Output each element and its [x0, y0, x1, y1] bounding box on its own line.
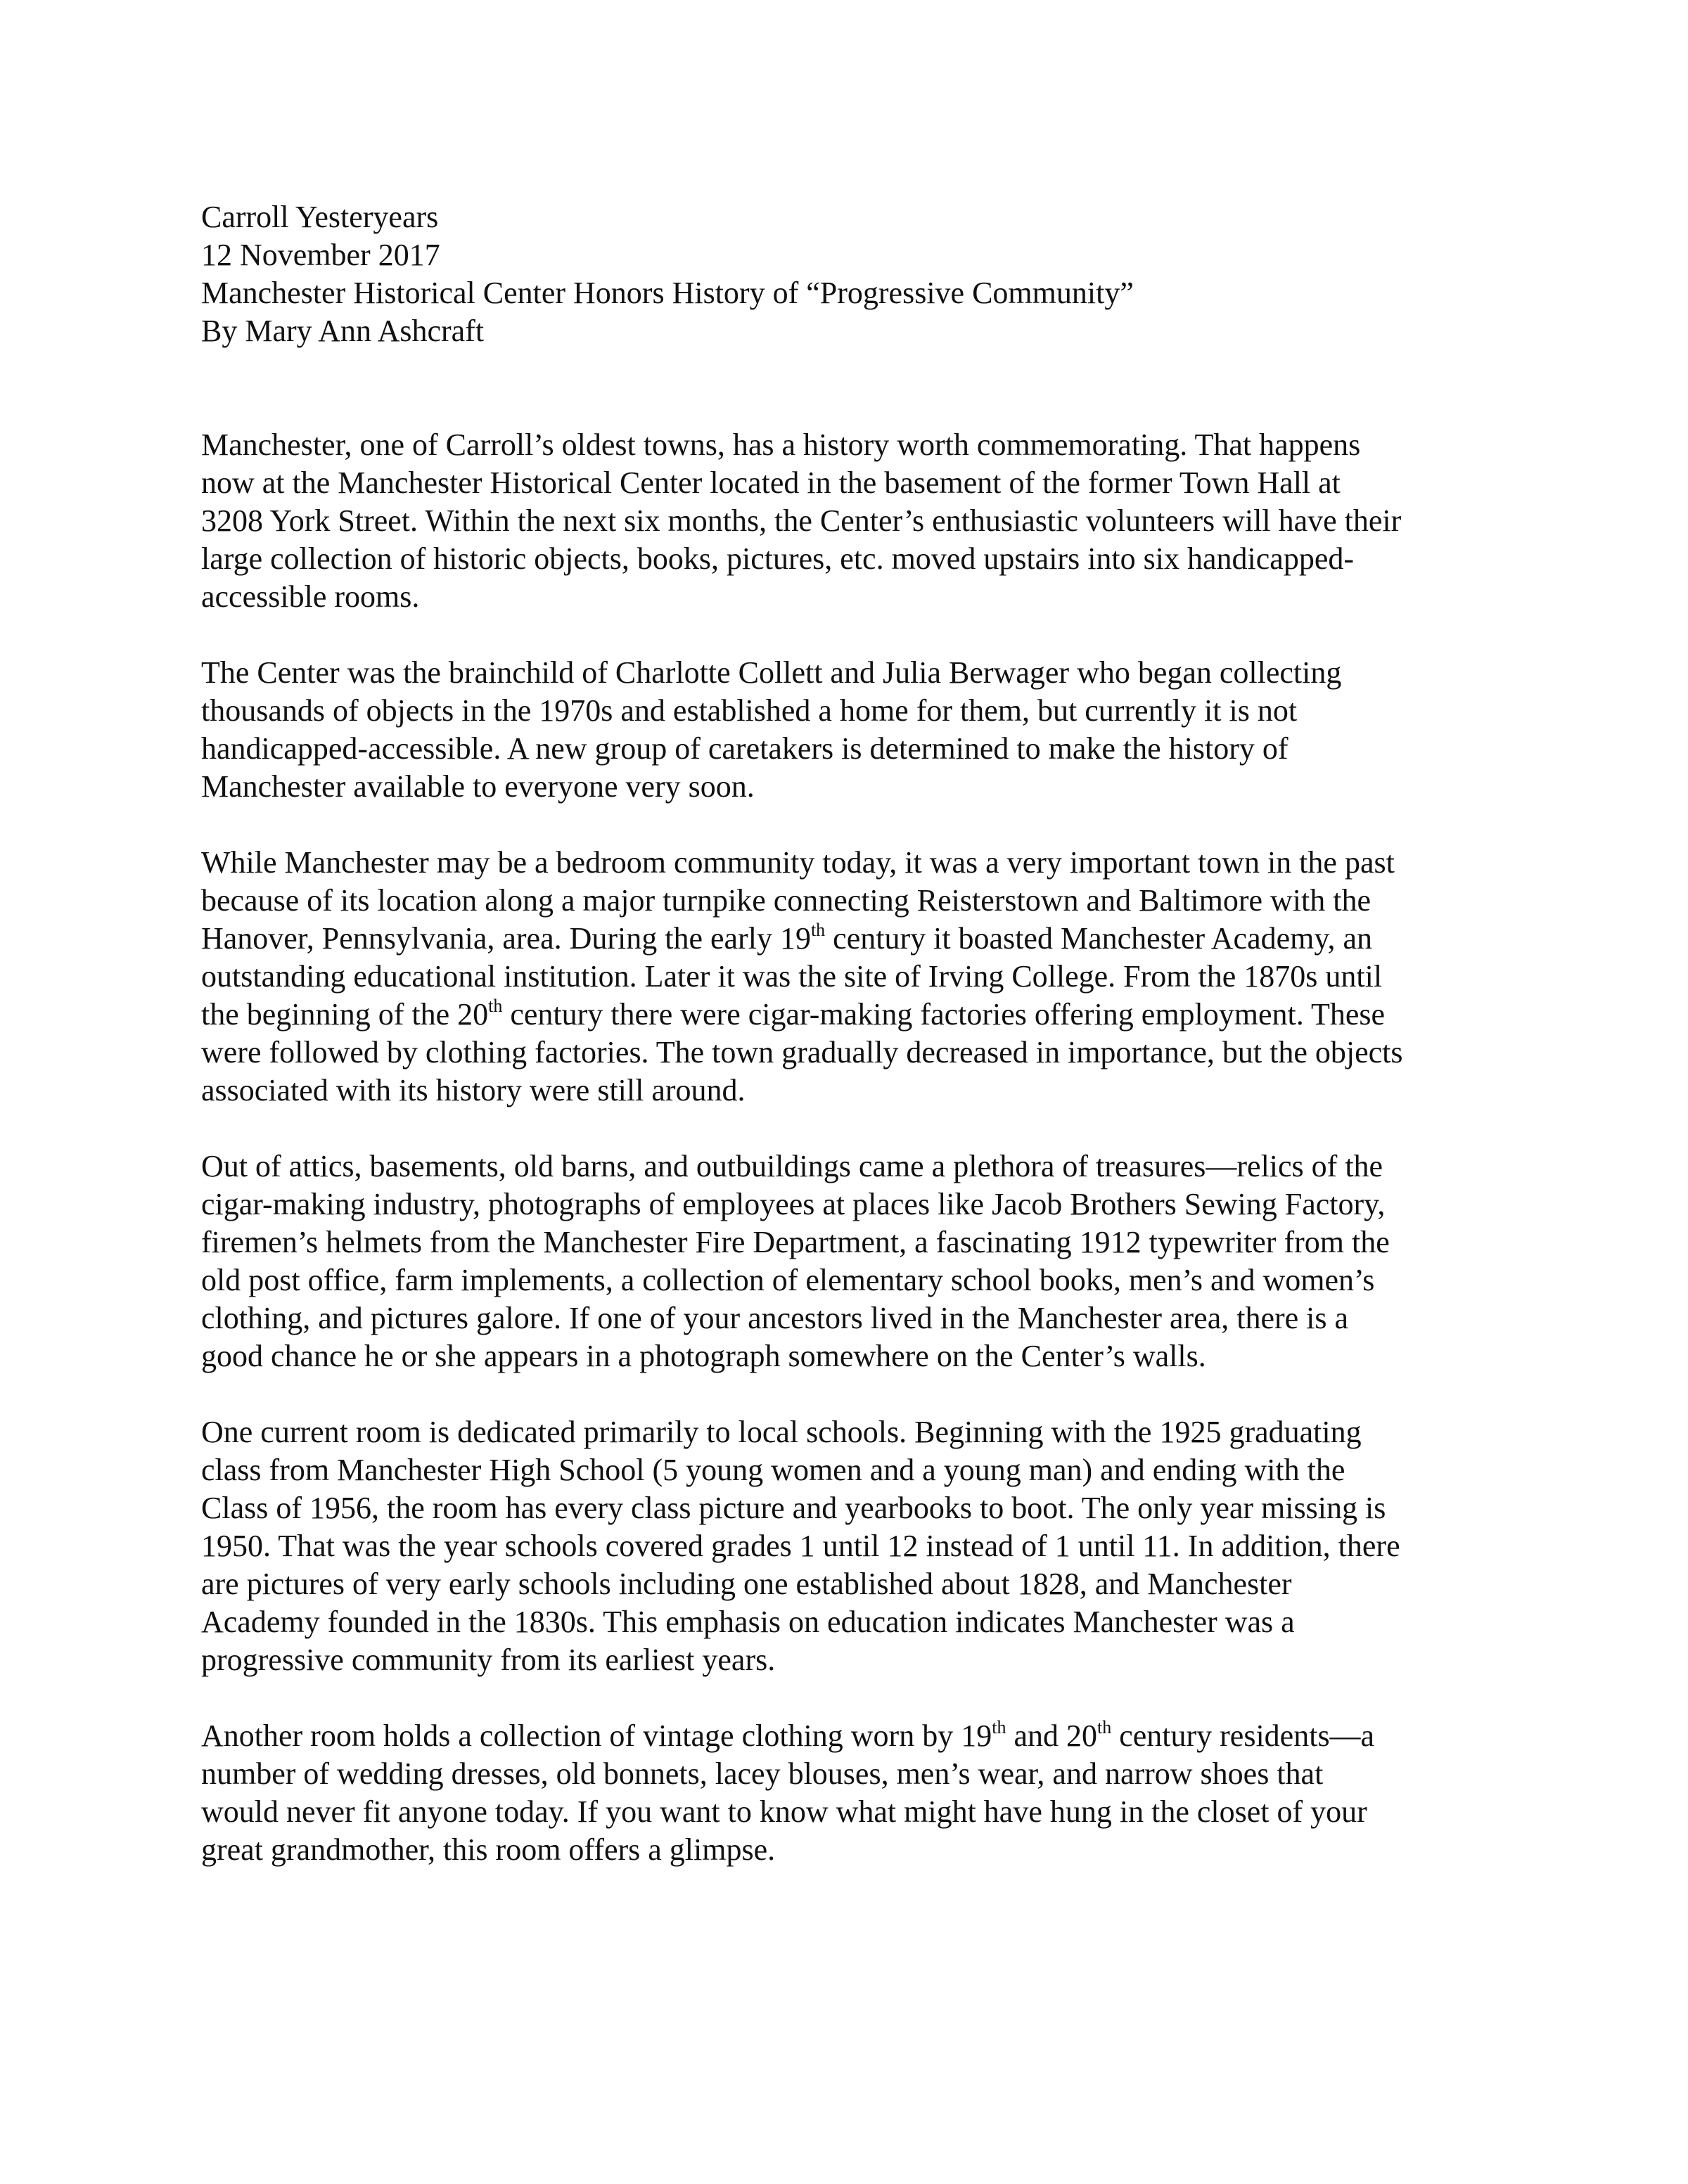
- paragraph: [201, 654, 1523, 806]
- text-line: 1950. That was the year schools covered grades 1 until 12 instead of 1 until 11. In addition, there: [201, 1529, 1400, 1563]
- text-line: large collection of historic objects, books, pictures, etc. moved upstairs into six handicapped-: [201, 541, 1354, 576]
- text-line: because of its location along a major turnpike connecting Reisterstown and Baltimore with the: [201, 883, 1371, 918]
- article-title: Manchester Historical Center Honors History of “Progressive Community”: [201, 276, 1134, 310]
- text-line: progressive community from its earliest years.: [201, 1643, 776, 1677]
- text-line: now at the Manchester Historical Center located in the basement of the former Town Hall at: [201, 465, 1341, 500]
- text-line: would never fit anyone today. If you want to know what might have hung in the closet of your: [201, 1794, 1367, 1829]
- text-line: handicapped-accessible. A new group of caretakers is determined to make the history of: [201, 731, 1289, 766]
- text-line: old post office, farm implements, a collection of elementary school books, men’s and women’s: [201, 1263, 1375, 1297]
- text-line: Class of 1956, the room has every class picture and yearbooks to boot. The only year missing is: [201, 1491, 1386, 1525]
- ordinal-superscript: th: [488, 996, 503, 1017]
- column-name: Carroll Yesteryears: [201, 200, 439, 234]
- text-line: clothing, and pictures galore. If one of your ancestors lived in the Manchester area, there is a: [201, 1301, 1349, 1335]
- text-line: While Manchester may be a bedroom community today, it was a very important town in the past: [201, 845, 1395, 880]
- text-line: accessible rooms.: [201, 579, 420, 614]
- text-line: Manchester, one of Carroll’s oldest towns, has a history worth commemorating. That happens: [201, 428, 1361, 462]
- ordinal-superscript: th: [1096, 1717, 1112, 1738]
- text-line: are pictures of very early schools including one established about 1828, and Manchester: [201, 1567, 1292, 1601]
- ordinal-superscript: th: [992, 1717, 1006, 1738]
- text-line: thousands of objects in the 1970s and established a home for them, but currently it is not: [201, 693, 1298, 728]
- text-line: associated with its history were still around.: [201, 1073, 746, 1107]
- article-header: [201, 198, 1523, 350]
- text-line: 3208 York Street. Within the next six months, the Center’s enthusiastic volunteers will have their: [201, 503, 1402, 538]
- text-line: good chance he or she appears in a photograph somewhere on the Center’s walls.: [201, 1339, 1206, 1373]
- text-line: were followed by clothing factories. The town gradually decreased in importance, but the objects: [201, 1035, 1403, 1069]
- text-line: firemen’s helmets from the Manchester Fire Department, a fascinating 1912 typewriter from the: [201, 1225, 1390, 1259]
- text-line: Out of attics, basements, old barns, and outbuildings came a plethora of treasures—relics of the: [201, 1149, 1383, 1183]
- ordinal-superscript: th: [810, 920, 826, 941]
- text-line: The Center was the brainchild of Charlotte Collett and Julia Berwager who began collecting: [201, 655, 1342, 690]
- byline: By Mary Ann Ashcraft: [201, 314, 485, 348]
- text-line: Hanover, Pennsylvania, area. During the early 19th century it boasted Manchester Academy, an: [201, 920, 1373, 956]
- paragraph: [201, 426, 1523, 616]
- paragraph: [201, 1148, 1523, 1375]
- article-body: [201, 426, 1523, 1869]
- text-line: outstanding educational institution. Later it was the site of Irving College. From the 1870s until: [201, 959, 1383, 994]
- document-page: [201, 198, 1523, 1907]
- text-line: Academy founded in the 1830s. This emphasis on education indicates Manchester was a: [201, 1605, 1295, 1639]
- text-line: great grandmother, this room offers a glimpse.: [201, 1832, 776, 1867]
- text-line: the beginning of the 20th century there were cigar-making factories offering employment. These: [201, 996, 1386, 1032]
- text-line: Manchester available to everyone very soon.: [201, 769, 755, 804]
- paragraph: [201, 1413, 1523, 1679]
- text-line: One current room is dedicated primarily to local schools. Beginning with the 1925 graduating: [201, 1415, 1362, 1449]
- text-line: class from Manchester High School (5 young women and a young man) and ending with the: [201, 1453, 1345, 1487]
- paragraph: [201, 844, 1523, 1110]
- publication-date: 12 November 2017: [201, 238, 440, 272]
- text-line: Another room holds a collection of vintage clothing worn by 19th and 20th century residents—a: [201, 1717, 1375, 1753]
- text-line: number of wedding dresses, old bonnets, lacey blouses, men’s wear, and narrow shoes that: [201, 1756, 1324, 1791]
- paragraph: [201, 1717, 1523, 1869]
- text-line: cigar-making industry, photographs of employees at places like Jacob Brothers Sewing Factory,: [201, 1187, 1386, 1221]
